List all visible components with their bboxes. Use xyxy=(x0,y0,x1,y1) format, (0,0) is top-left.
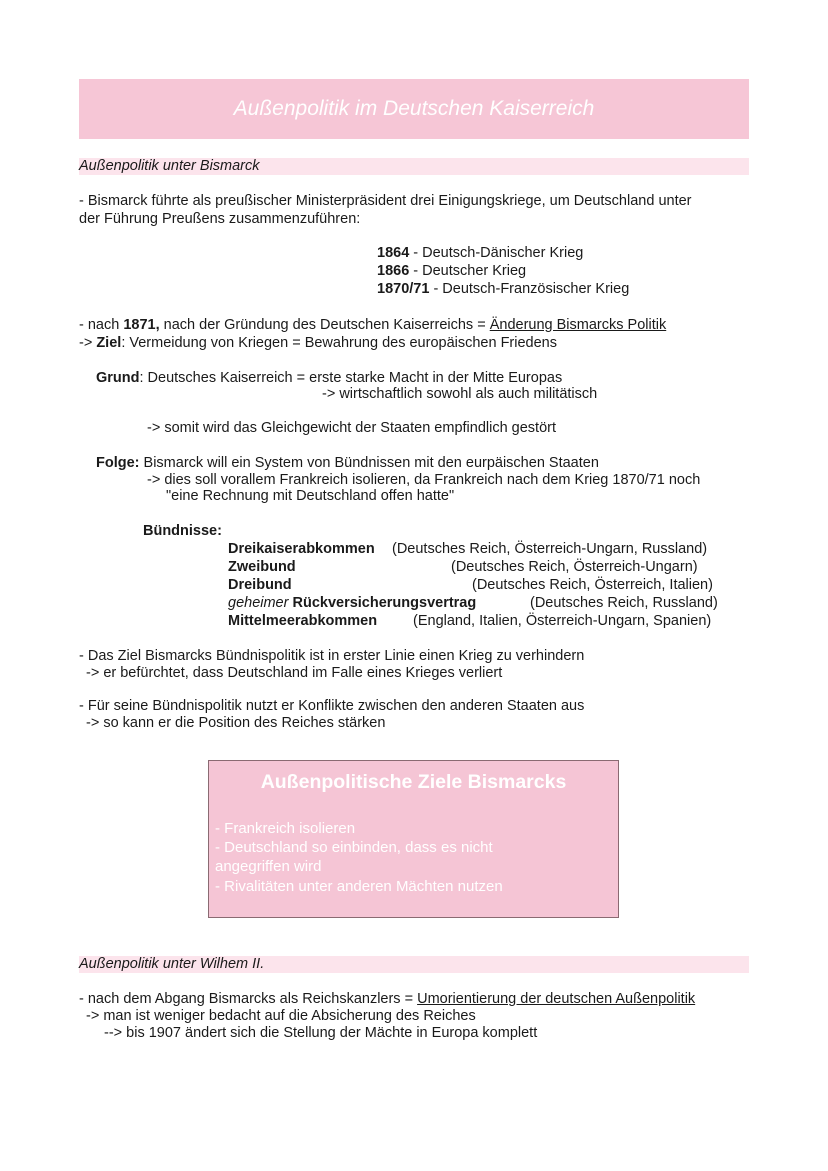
after-1871-mid: nach der Gründung des Deutschen Kaiserreichs = xyxy=(159,317,490,333)
title-banner xyxy=(79,79,749,139)
policy-change-underlined: Änderung Bismarcks Politik xyxy=(489,317,667,333)
summary-item: - Deutschland so einbinden, dass es nicht xyxy=(215,839,493,856)
alliance-name xyxy=(228,613,377,629)
alliance-title: Dreibund xyxy=(228,577,292,593)
intro-line-2: der Führung Preußens zusammenzuführen: xyxy=(79,211,361,227)
section-heading-text: Außenpolitik unter Wilhem II. xyxy=(79,956,265,972)
grund-label: Grund xyxy=(96,370,140,386)
war-text: - Deutscher Krieg xyxy=(409,263,527,279)
ziel-prefix: -> xyxy=(79,335,97,351)
after-1871-line xyxy=(79,317,666,333)
alliance-members: (Deutsches Reich, Österreich-Ungarn, Russland) xyxy=(392,541,708,557)
alliance-members: (Deutsches Reich, Österreich-Ungarn) xyxy=(451,559,698,575)
wilhelm-line-2: -> man ist weniger bedacht auf die Absicherung des Reiches xyxy=(86,1008,476,1024)
after-1871-prefix: - nach xyxy=(79,317,124,333)
section-heading-wilhelm xyxy=(79,956,749,973)
wilhelm-line-1-prefix: - nach dem Abgang Bismarcks als Reichskanzlers = xyxy=(79,991,418,1007)
summary-item: - Frankreich isolieren xyxy=(215,820,356,837)
ziel-text: : Vermeidung von Kriegen = Bewahrung des europäischen Friedens xyxy=(121,335,557,351)
after-1871-year: 1871, xyxy=(123,317,160,333)
folge-label: Folge: xyxy=(96,455,140,471)
section-heading-text: Außenpolitik unter Bismarck xyxy=(79,158,260,174)
konflikte-line-2: -> so kann er die Position des Reiches stärken xyxy=(86,715,386,731)
alliance-title: Rückversicherungsvertrag xyxy=(292,595,477,611)
alliance-members: (Deutsches Reich, Österreich, Italien) xyxy=(472,577,713,593)
folge-line-2: -> dies soll vorallem Frankreich isolieren, da Frankreich nach dem Krieg 1870/71 noch xyxy=(147,472,701,488)
folge-line xyxy=(96,455,599,471)
alliance-title: Mittelmeerabkommen xyxy=(228,613,378,629)
war-year: 1870/71 xyxy=(377,281,430,297)
section-heading-bismarck xyxy=(79,158,749,175)
gleichgewicht-line: -> somit wird das Gleichgewicht der Staaten empfindlich gestört xyxy=(147,420,557,436)
alliance-name xyxy=(228,577,292,593)
konflikte-line-1: - Für seine Bündnispolitik nutzt er Konflikte zwischen den anderen Staaten aus xyxy=(79,698,585,714)
summary-box xyxy=(208,760,619,918)
ziel2-line-1: - Das Ziel Bismarcks Bündnispolitik ist in erster Linie einen Krieg zu verhindern xyxy=(79,648,585,664)
alliance-prefix: geheimer xyxy=(228,595,293,611)
folge-line-3: "eine Rechnung mit Deutschland offen hatte" xyxy=(166,488,455,504)
war-text: - Deutsch-Dänischer Krieg xyxy=(409,245,584,261)
war-item xyxy=(377,263,526,279)
war-text: - Deutsch-Französischer Krieg xyxy=(429,281,630,297)
war-item xyxy=(377,245,583,261)
alliance-name xyxy=(228,595,476,611)
alliance-title: Zweibund xyxy=(228,559,296,575)
war-year: 1866 xyxy=(377,263,410,279)
ziel2-line-2: -> er befürchtet, dass Deutschland im Falle eines Krieges verliert xyxy=(86,665,503,681)
alliance-name xyxy=(228,559,296,575)
reorientation-underlined: Umorientierung der deutschen Außenpolitik xyxy=(417,991,696,1007)
alliance-members: (England, Italien, Österreich-Ungarn, Spanien) xyxy=(413,613,712,629)
intro-line-1: - Bismarck führte als preußischer Ministerpräsident drei Einigungskriege, um Deutschland unter xyxy=(79,193,692,209)
summary-item: angegriffen wird xyxy=(215,858,322,875)
alliance-title: Dreikaiserabkommen xyxy=(228,541,375,557)
grund-line xyxy=(96,370,562,386)
war-year: 1864 xyxy=(377,245,410,261)
wilhelm-line-3: --> bis 1907 ändert sich die Stellung der Mächte in Europa komplett xyxy=(104,1025,538,1041)
ziel-label: Ziel xyxy=(96,335,122,351)
ziel-line xyxy=(79,335,557,351)
alliance-members: (Deutsches Reich, Russland) xyxy=(530,595,718,611)
summary-box-title: Außenpolitische Ziele Bismarcks xyxy=(260,771,567,793)
buendnisse-label: Bündnisse: xyxy=(143,523,222,539)
wilhelm-line-1 xyxy=(79,991,695,1007)
war-item xyxy=(377,281,629,297)
grund-text: : Deutsches Kaiserreich = erste starke Macht in der Mitte Europas xyxy=(139,370,563,386)
folge-text: Bismarck will ein System von Bündnissen mit den eurpäischen Staaten xyxy=(139,455,599,471)
grund-line-2: -> wirtschaftlich sowohl als auch militätisch xyxy=(322,386,598,402)
alliance-name xyxy=(228,541,375,557)
page-title: Außenpolitik im Deutschen Kaiserreich xyxy=(233,97,595,120)
summary-item: - Rivalitäten unter anderen Mächten nutzen xyxy=(215,878,503,895)
